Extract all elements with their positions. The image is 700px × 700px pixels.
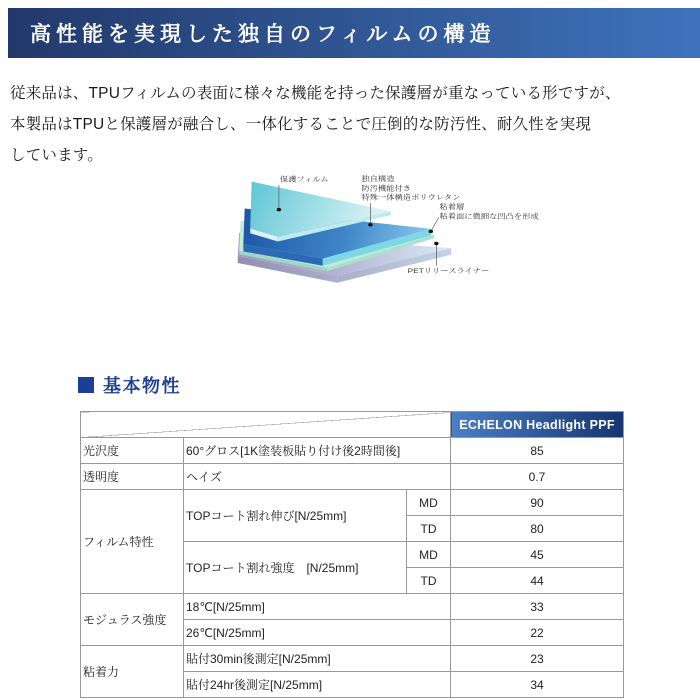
property-category: 透明度 bbox=[81, 464, 184, 490]
property-category: 粘着力 bbox=[81, 646, 184, 698]
property-value: 23 bbox=[451, 646, 624, 672]
direction-cell: TD bbox=[407, 516, 451, 542]
property-value: 45 bbox=[451, 542, 624, 568]
property-value: 80 bbox=[451, 516, 624, 542]
leader-dot bbox=[277, 208, 281, 212]
property-value: 44 bbox=[451, 568, 624, 594]
page-title: 高性能を実現した独自のフィルムの構造 bbox=[30, 22, 496, 46]
property-item: 貼付30min後測定[N/25mm] bbox=[184, 646, 451, 672]
label-adhesive-2: 粘着面に微細な凹凸を形成 bbox=[439, 212, 539, 221]
property-value: 33 bbox=[451, 594, 624, 620]
intro-paragraph bbox=[10, 78, 696, 171]
property-category: モジュラス強度 bbox=[81, 594, 184, 646]
table-header-row bbox=[81, 412, 624, 438]
leader-dot bbox=[434, 242, 438, 246]
property-item: 18℃[N/25mm] bbox=[184, 594, 451, 620]
table-row bbox=[81, 438, 624, 464]
section-title-basic-properties bbox=[78, 372, 181, 398]
property-value: 34 bbox=[451, 672, 624, 698]
property-value: 90 bbox=[451, 490, 624, 516]
page-header-banner bbox=[8, 8, 700, 58]
property-item: ヘイズ bbox=[184, 464, 451, 490]
intro-line: しています。 bbox=[10, 147, 103, 164]
label-unique-structure-2: 防汚機能付き bbox=[361, 184, 412, 193]
direction-cell: MD bbox=[407, 490, 451, 516]
label-protective-film: 保護フィルム bbox=[279, 175, 329, 184]
table-row bbox=[81, 490, 624, 516]
property-category: 光沢度 bbox=[81, 438, 184, 464]
product-column-header: ECHELON Headlight PPF bbox=[451, 412, 624, 438]
property-category: フィルム特性 bbox=[81, 490, 184, 594]
table-row bbox=[81, 646, 624, 672]
label-pet-liner: PETリリースライナー bbox=[407, 266, 490, 275]
property-item: TOPコート割れ伸び[N/25mm] bbox=[184, 490, 407, 542]
direction-cell: TD bbox=[407, 568, 451, 594]
property-value: 22 bbox=[451, 620, 624, 646]
property-item: 貼付24hr後測定[N/25mm] bbox=[184, 672, 451, 698]
leader-dot bbox=[429, 230, 433, 234]
intro-line: 従来品は、TPUフィルムの表面に様々な機能を持った保護層が重なっている形ですが、 bbox=[10, 85, 621, 102]
label-adhesive-1: 粘着層 bbox=[439, 202, 465, 211]
property-value: 85 bbox=[451, 438, 624, 464]
property-item: 60°グロス[1K塗装板貼り付け後2時間後] bbox=[184, 438, 451, 464]
property-item: TOPコート割れ強度 [N/25mm] bbox=[184, 542, 407, 594]
leader-line bbox=[432, 217, 439, 230]
label-unique-structure-1: 独自構造 bbox=[361, 174, 395, 183]
properties-table bbox=[80, 411, 624, 698]
label-unique-structure-3: 特殊一体構造ポリウレタン bbox=[361, 193, 461, 202]
film-structure-diagram bbox=[215, 170, 695, 378]
section-marker-icon bbox=[78, 377, 94, 393]
leader-dot bbox=[368, 223, 372, 227]
table-corner-cell bbox=[81, 412, 451, 438]
table-row bbox=[81, 594, 624, 620]
property-value: 0.7 bbox=[451, 464, 624, 490]
table-row bbox=[81, 464, 624, 490]
section-title-text: 基本物性 bbox=[103, 376, 181, 396]
direction-cell: MD bbox=[407, 542, 451, 568]
intro-line: 本製品はTPUと保護層が融合し、一体化することで圧倒的な防汚性、耐久性を実現 bbox=[10, 116, 592, 133]
property-item: 26℃[N/25mm] bbox=[184, 620, 451, 646]
